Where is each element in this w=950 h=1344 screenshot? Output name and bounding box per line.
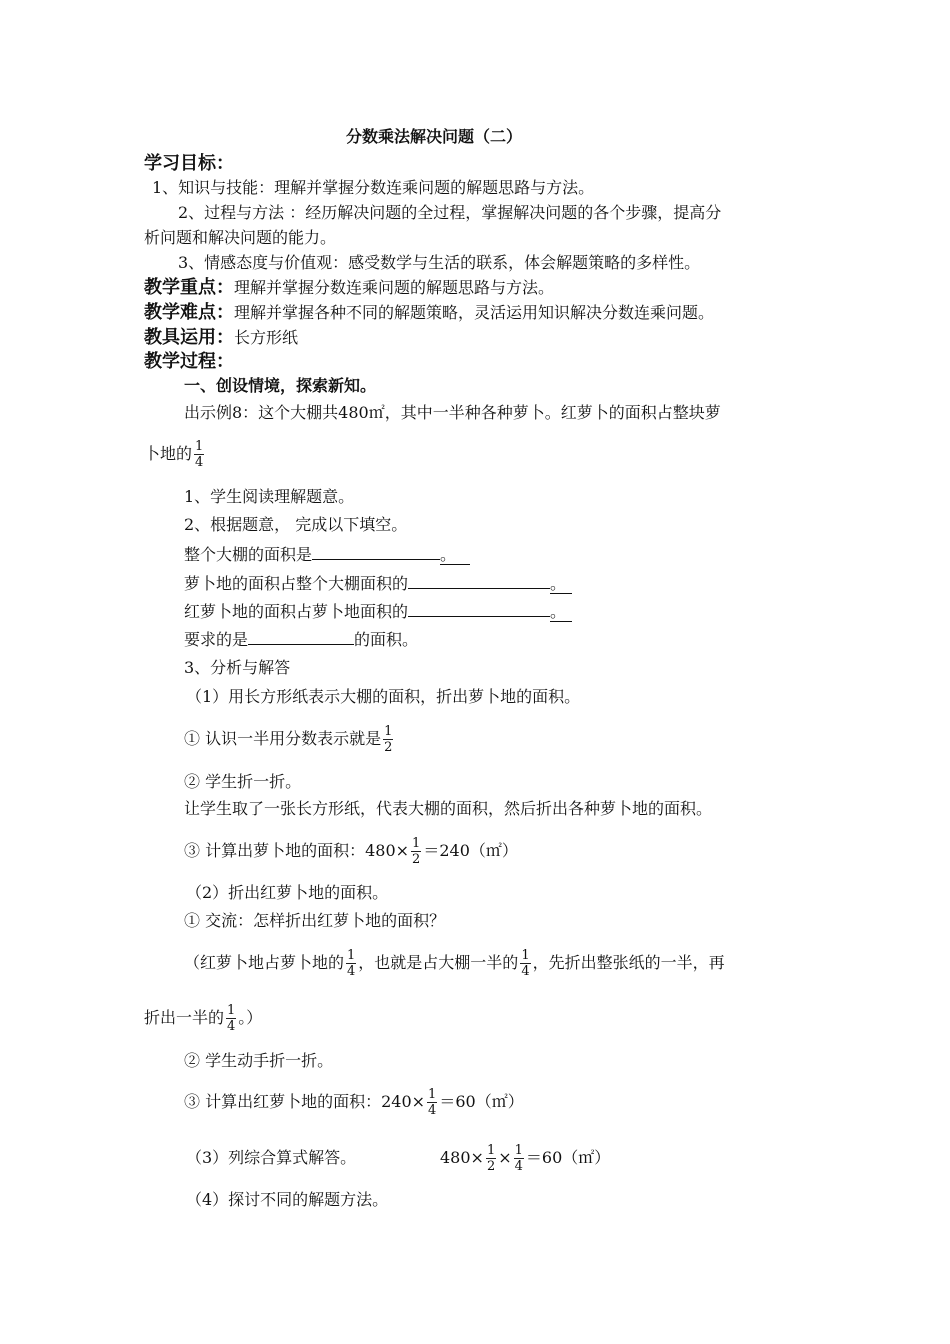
- fraction-denominator: 4: [514, 1159, 523, 1174]
- fraction-denominator: 2: [486, 1159, 496, 1174]
- sub-step: [144, 1000, 262, 1036]
- fraction: [520, 948, 530, 979]
- sub-step-text: ＝240（㎡）: [423, 841, 518, 860]
- difficulty-text: 理解并掌握各种不同的解题策略，灵活运用知识解决分数连乘问题。: [234, 303, 715, 322]
- sub-step: 让学生取了一张长方形纸，代表大棚的面积，然后折出各种萝卜地的面积。: [184, 799, 713, 818]
- fill-label: 萝卜地的面积占整个大棚面积的: [184, 574, 409, 593]
- key-point-text: 理解并掌握分数连乘问题的解题思路与方法。: [234, 278, 555, 297]
- tools: [144, 326, 298, 350]
- process-heading: 教学过程：: [144, 351, 234, 372]
- page-title: 分数乘法解决问题（二）: [346, 127, 523, 146]
- sub-step-text: ③ 计算出萝卜地的面积：480×: [184, 841, 410, 860]
- sub-step: ① 交流：怎样折出红萝卜地的面积？: [184, 911, 446, 930]
- fill-end: 。: [550, 602, 572, 622]
- sub-step-text: ＝60（㎡）: [439, 1092, 524, 1111]
- fraction-numerator: 1: [412, 836, 421, 851]
- objective-item: 2、过程与方法 ：经历解决问题的全过程，掌握解决问题的各个步骤，提高分: [178, 203, 722, 222]
- difficulty-label: 教学难点：: [144, 302, 234, 323]
- fraction-denominator: 4: [347, 964, 356, 979]
- fill-line: [184, 541, 470, 567]
- sub-step: [184, 945, 725, 981]
- fraction-denominator: 2: [384, 740, 393, 755]
- expression-text: ＝60（㎡）: [525, 1148, 611, 1167]
- fraction: [486, 1143, 496, 1174]
- fill-line: [184, 626, 418, 652]
- fill-line: [184, 598, 572, 624]
- blank-field[interactable]: [408, 570, 550, 589]
- sub-step-text: ，先折出整张纸的一半，再: [532, 953, 725, 972]
- expression-text: ×: [498, 1148, 512, 1167]
- fill-suffix: 的面积。: [354, 630, 419, 649]
- fraction: [427, 1087, 437, 1118]
- fraction-numerator: 1: [486, 1143, 496, 1158]
- step-item: 3、分析与解答: [184, 658, 291, 677]
- tools-label: 教具运用：: [144, 327, 234, 348]
- sub-step: ② 学生折一折。: [184, 772, 302, 791]
- fraction: [194, 439, 204, 470]
- sub-step-text: （红萝卜地占萝卜地的: [184, 953, 345, 972]
- example-line: [144, 436, 206, 472]
- sub-step-text: ，也就是占大棚一半的: [358, 953, 519, 972]
- fill-label: 红萝卜地的面积占萝卜地面积的: [184, 602, 409, 621]
- sub-step-text: ① 认识一半用分数表示就是: [184, 729, 382, 748]
- fraction-numerator: 1: [384, 724, 393, 739]
- tools-text: 长方形纸: [234, 328, 299, 347]
- fraction-numerator: 1: [347, 948, 356, 963]
- fraction-denominator: 4: [227, 1019, 236, 1034]
- fill-line: [184, 570, 572, 596]
- blank-field[interactable]: [312, 541, 440, 560]
- fraction-denominator: 4: [428, 1103, 437, 1118]
- fraction-numerator: 1: [514, 1143, 523, 1158]
- difficulty: [144, 301, 714, 325]
- step-item: 1、学生阅读理解题意。: [184, 487, 355, 506]
- objectives-heading: 学习目标：: [144, 153, 234, 174]
- sub-step: [184, 833, 518, 869]
- fraction-numerator: 1: [428, 1087, 437, 1102]
- section-heading: 一、创设情境，探索新知。: [184, 376, 377, 395]
- fraction-numerator: 1: [195, 439, 204, 454]
- combined-expression: [440, 1140, 610, 1176]
- fraction-numerator: 1: [521, 948, 530, 963]
- sub-step-text: 。）: [238, 1008, 263, 1027]
- fraction: [346, 948, 356, 979]
- fraction: [514, 1143, 524, 1174]
- fill-end: 。: [440, 545, 470, 565]
- fraction: [226, 1003, 236, 1034]
- sub-step: （3）列综合算式解答。: [186, 1148, 357, 1167]
- step-item: 2、根据题意， 完成以下填空。: [184, 515, 408, 534]
- fraction: [383, 724, 393, 755]
- example-line-text: 卜地的: [144, 444, 193, 463]
- blank-field[interactable]: [408, 598, 550, 617]
- objective-item: 1、知识与技能：理解并掌握分数连乘问题的解题思路与方法。: [152, 178, 595, 197]
- example-line: 出示例8：这个大棚共480㎡，其中一半种各种萝卜。红萝卜的面积占整块萝: [184, 403, 721, 422]
- sub-step: [184, 721, 395, 757]
- fraction-denominator: 2: [412, 852, 421, 867]
- fill-label: 整个大棚的面积是: [184, 545, 313, 564]
- fill-label: 要求的是: [184, 630, 249, 649]
- blank-field[interactable]: [248, 626, 354, 645]
- sub-step: （4）探讨不同的解题方法。: [186, 1190, 389, 1209]
- expression-text: 480×: [440, 1148, 484, 1167]
- sub-step-text: ③ 计算出红萝卜地的面积：240×: [184, 1092, 426, 1111]
- fill-end: 。: [550, 574, 572, 594]
- fraction-denominator: 4: [195, 455, 204, 470]
- objective-item: 3、情感态度与价值观：感受数学与生活的联系，体会解题策略的多样性。: [178, 253, 701, 272]
- sub-step: （2）折出红萝卜地的面积。: [186, 883, 389, 902]
- sub-step: （1）用长方形纸表示大棚的面积，折出萝卜地的面积。: [186, 687, 581, 706]
- fraction-numerator: 1: [227, 1003, 236, 1018]
- fraction-denominator: 4: [521, 964, 530, 979]
- fraction: [411, 836, 421, 867]
- sub-step-text: 折出一半的: [144, 1008, 225, 1027]
- sub-step: ② 学生动手折一折。: [184, 1051, 334, 1070]
- sub-step: [184, 1084, 524, 1120]
- objective-item: 析问题和解决问题的能力。: [144, 228, 337, 247]
- key-point-label: 教学重点：: [144, 277, 234, 298]
- key-point: [144, 276, 554, 300]
